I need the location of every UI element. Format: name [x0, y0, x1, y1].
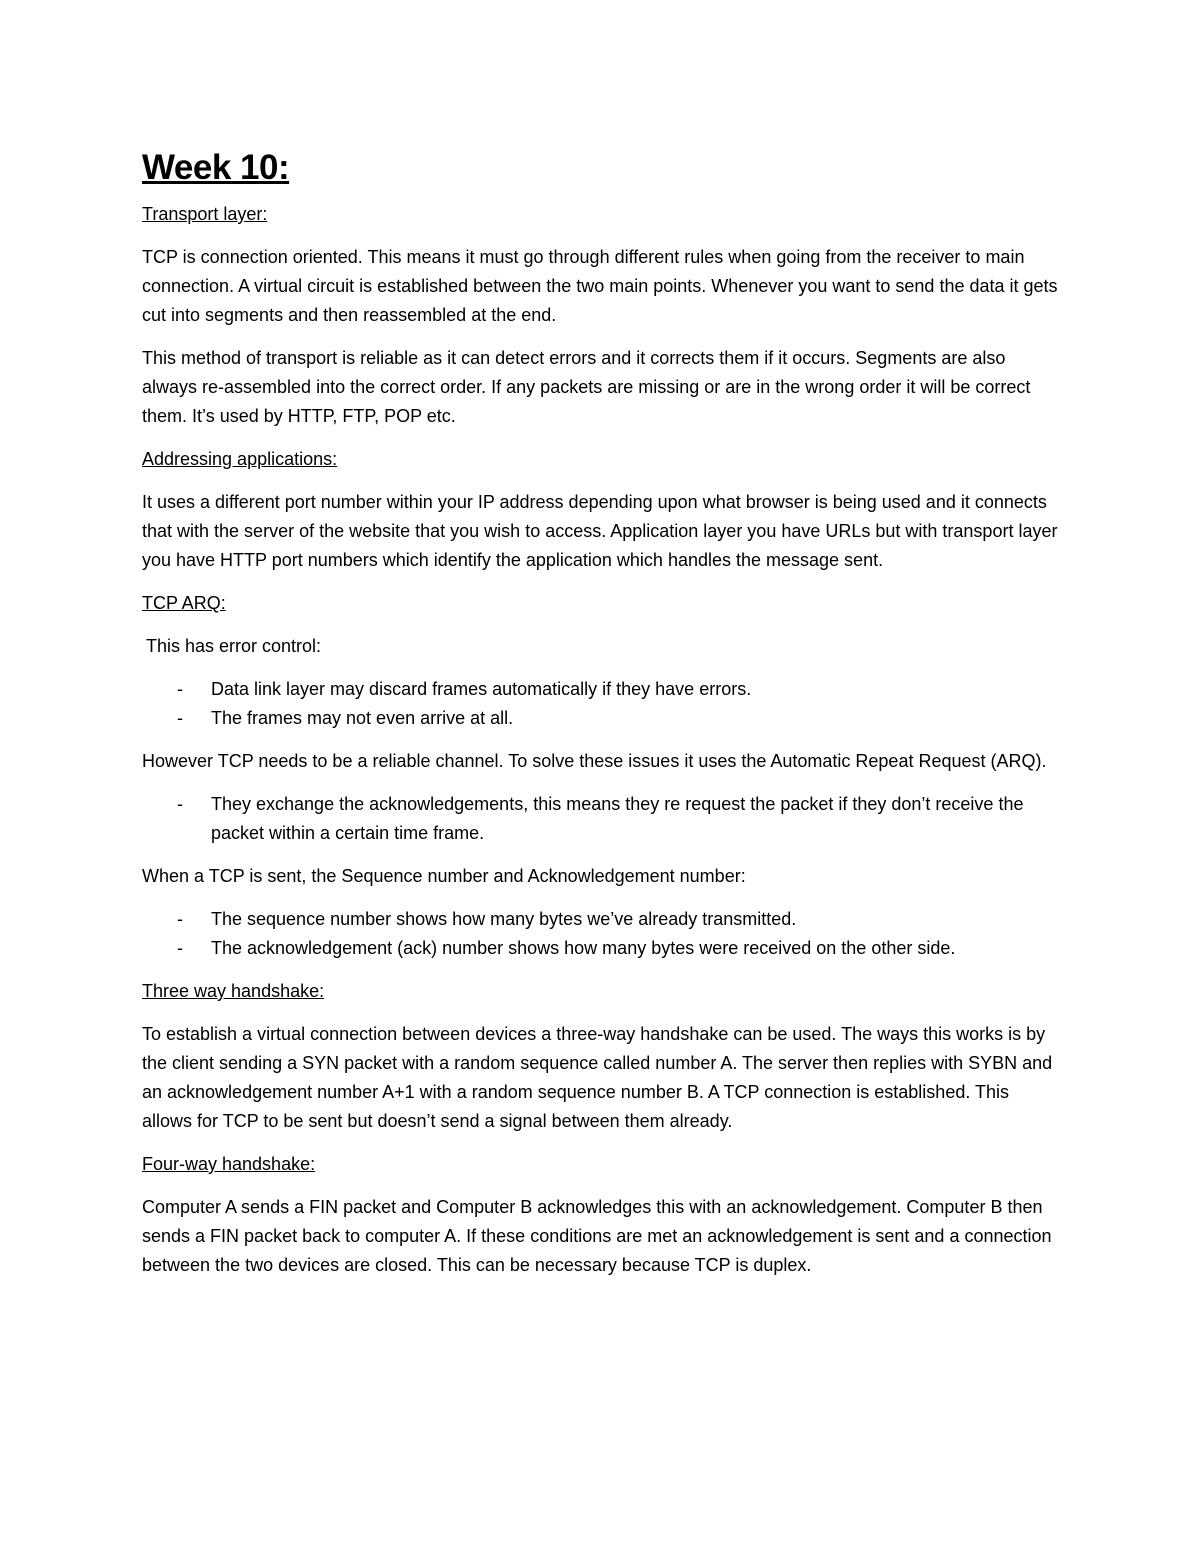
list-item	[142, 790, 1062, 848]
list-item-text: Data link layer may discard frames automatically if they have errors.	[211, 679, 752, 699]
arq-paragraph-2: However TCP needs to be a reliable channel. To solve these issues it uses the Automatic Repeat Request (ARQ).	[142, 751, 1047, 771]
arq-bullet-list-1	[142, 675, 1062, 733]
dash-bullet: -	[177, 909, 183, 929]
arq-intro: This has error control:	[146, 636, 322, 656]
list-item	[142, 675, 1062, 704]
list-item	[142, 934, 1062, 963]
arq-bullet-list-2	[142, 790, 1062, 848]
list-item-text: The sequence number shows how many bytes we’ve already transmitted.	[211, 909, 797, 929]
list-item	[142, 704, 1062, 733]
page-title: Week 10:	[142, 148, 290, 187]
dash-bullet: -	[177, 679, 183, 699]
heading-transport-layer: Transport layer:	[142, 204, 268, 224]
document-page	[142, 148, 1062, 1294]
three-way-paragraph: To establish a virtual connection between devices a three-way handshake can be used. The ways this works is by the client sending a SYN packet with a random sequence called number A. The server then replies with SYBN and an acknowledgement number A+1 with a random sequence number B. A TCP connection is established. This allows for TCP to be sent but doesn’t send a signal between them already.	[142, 1024, 1053, 1131]
list-item-text: They exchange the acknowledgements, this means they re request the packet if they don’t receive the packet within a certain time frame.	[211, 794, 1024, 843]
arq-bullet-list-3	[142, 905, 1062, 963]
transport-paragraph-1: TCP is connection oriented. This means it must go through different rules when going from the receiver to main connection. A virtual circuit is established between the two main points. Whenever you want to send the data it gets cut into segments and then reassembled at the end.	[142, 247, 1058, 325]
dash-bullet: -	[177, 938, 183, 958]
list-item	[142, 905, 1062, 934]
heading-addressing-applications: Addressing applications:	[142, 449, 338, 469]
dash-bullet: -	[177, 708, 183, 728]
heading-tcp-arq: TCP ARQ:	[142, 593, 226, 613]
heading-three-way-handshake: Three way handshake:	[142, 981, 325, 1001]
transport-paragraph-2: This method of transport is reliable as it can detect errors and it corrects them if it occurs. Segments are also always re-assembled into the correct order. If any packets are missing or are in the wrong order it will be correct them. It’s used by HTTP, FTP, POP etc.	[142, 348, 1031, 426]
list-item-text: The acknowledgement (ack) number shows how many bytes were received on the other side.	[211, 938, 956, 958]
arq-paragraph-3: When a TCP is sent, the Sequence number and Acknowledgement number:	[142, 866, 746, 886]
heading-four-way-handshake: Four-way handshake:	[142, 1154, 316, 1174]
dash-bullet: -	[177, 794, 183, 814]
addressing-paragraph: It uses a different port number within your IP address depending upon what browser is being used and it connects that with the server of the website that you wish to access. Application layer you have URLs but with transport layer you have HTTP port numbers which identify the application which handles the message sent.	[142, 492, 1058, 570]
list-item-text: The frames may not even arrive at all.	[211, 708, 514, 728]
four-way-paragraph: Computer A sends a FIN packet and Computer B acknowledges this with an acknowledgement. Computer B then sends a FIN packet back to computer A. If these conditions are met an acknowledgement is sent and a connection between the two devices are closed. This can be necessary because TCP is duplex.	[142, 1197, 1052, 1275]
